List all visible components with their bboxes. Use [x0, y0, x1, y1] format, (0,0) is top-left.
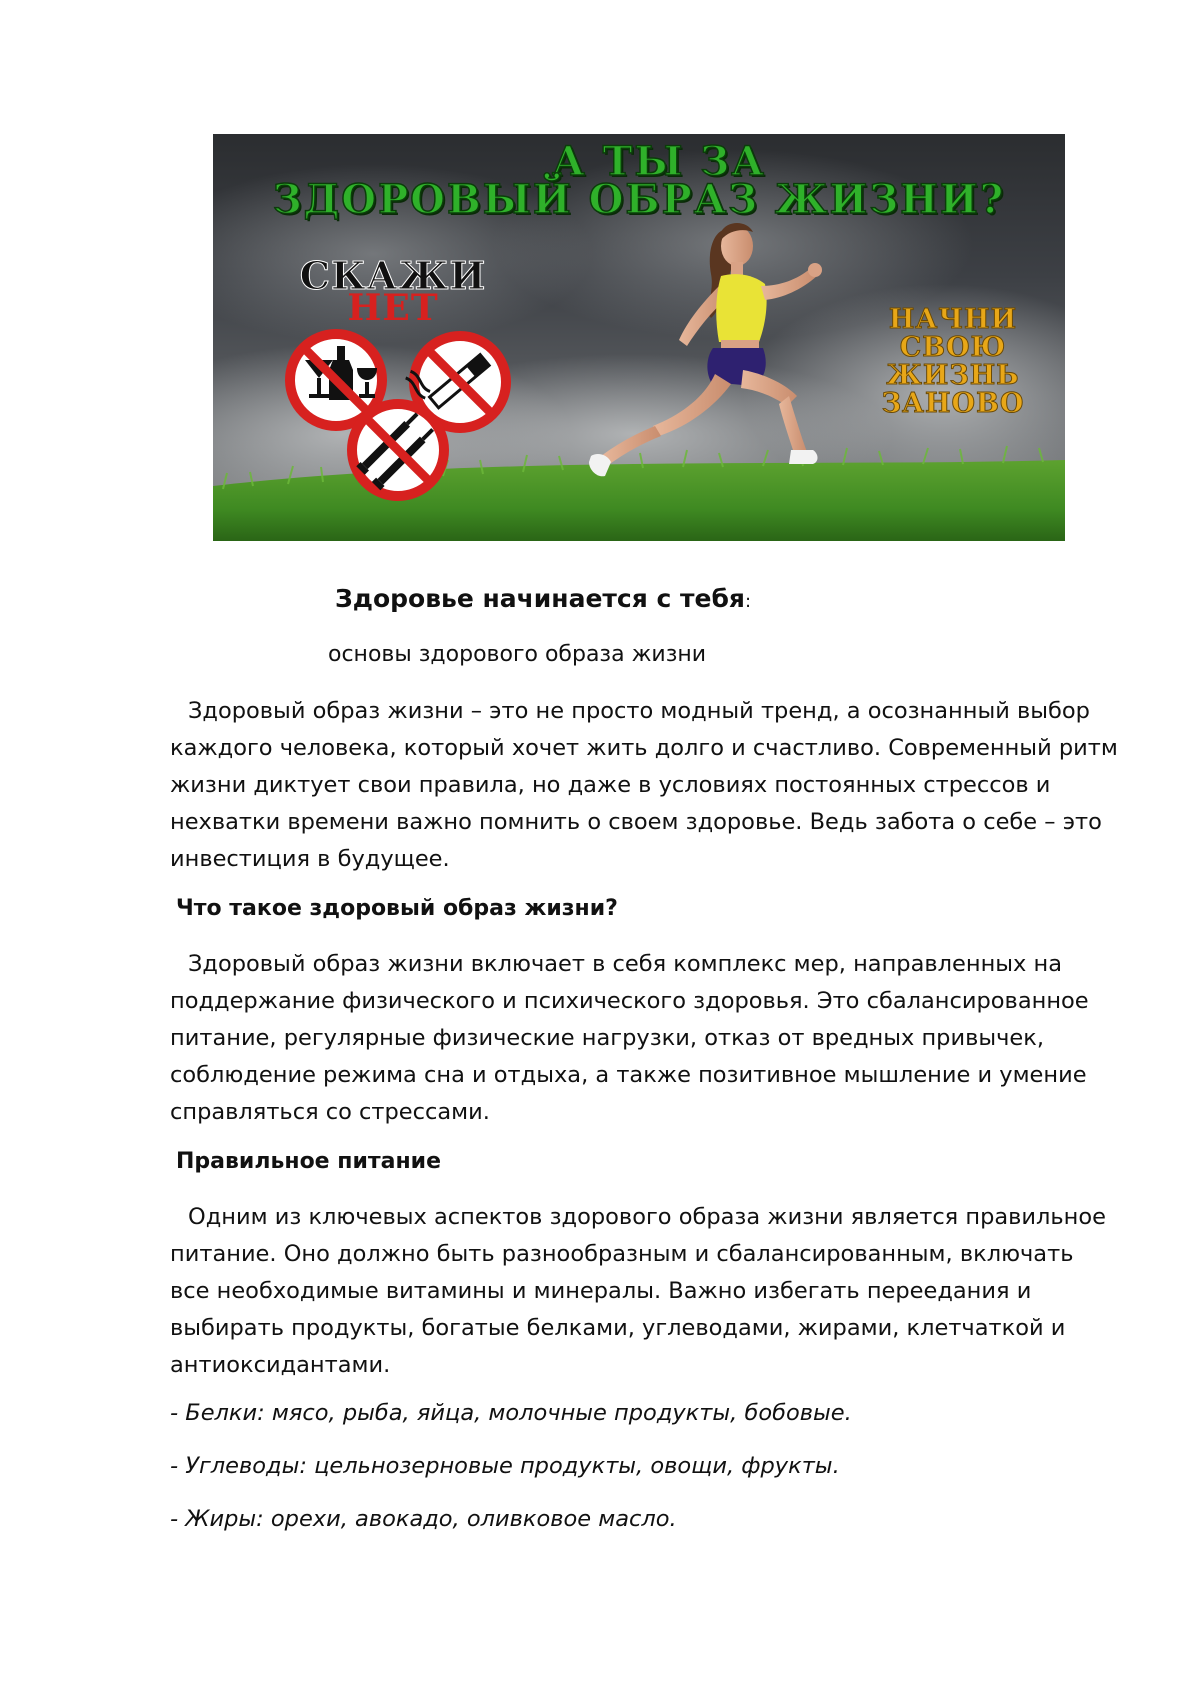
- start-life-line1: НАЧНИ: [888, 304, 1018, 335]
- section-heading-nutrition: Правильное питание: [176, 1149, 442, 1174]
- section1-line: справляться со стрессами.: [170, 1099, 490, 1125]
- start-life-line2: СВОЮ: [899, 332, 1007, 363]
- section1-line: Здоровый образ жизни включает в себя комплекс мер, направленных на: [188, 951, 1063, 977]
- intro-line: жизни диктует свои правила, но даже в условиях постоянных стрессов и: [170, 772, 1051, 798]
- start-life-line3: ЖИЗНЬ: [886, 360, 1020, 391]
- start-life-line4: ЗАНОВО: [881, 388, 1025, 419]
- intro-paragraph: [170, 693, 1118, 878]
- say-no-word1: СКАЖИ: [299, 253, 487, 298]
- no-drugs-icon: [352, 404, 444, 496]
- list-item-carbohydrates: - Углеводы: цельнозерновые продукты, овощи, фрукты.: [170, 1453, 840, 1479]
- section2-line: Одним из ключевых аспектов здорового образа жизни является правильное: [188, 1204, 1106, 1230]
- intro-line: Здоровый образ жизни – это не просто модный тренд, а осознанный выбор: [188, 698, 1090, 724]
- section1-line: соблюдение режима сна и отдыха, а также позитивное мышление и умение: [170, 1062, 1087, 1088]
- say-no-word2: НЕТ: [347, 287, 439, 329]
- start-life-caption: [853, 306, 1053, 418]
- section-what-is-paragraph: [170, 946, 1110, 1131]
- poster-image: [213, 134, 1065, 541]
- intro-line: нехватки времени важно помнить о своем здоровье. Ведь забота о себе – это: [170, 809, 1102, 835]
- article-title-text: Здоровье начинается с тебя: [335, 584, 745, 613]
- poster-title-line2: ЗДОРОВЫЙ ОБРАЗ ЖИЗНИ?: [272, 176, 1006, 223]
- section2-line: выбирать продукты, богатые белками, углеводами, жирами, клетчаткой и: [170, 1315, 1066, 1341]
- poster-title-line1: А ТЫ ЗА: [552, 138, 766, 185]
- say-no-caption: [293, 253, 493, 329]
- intro-line: каждого человека, который хочет жить долго и счастливо. Современный ритм: [170, 735, 1118, 761]
- section2-line: питание. Оно должно быть разнообразным и сбалансированным, включать: [170, 1241, 1074, 1267]
- list-item-proteins: - Белки: мясо, рыба, яйца, молочные продукты, бобовые.: [170, 1400, 852, 1426]
- section2-line: антиоксидантами.: [170, 1352, 391, 1378]
- section1-line: питание, регулярные физические нагрузки, отказ от вредных привычек,: [170, 1025, 1044, 1051]
- section1-line: поддержание физического и психического здоровья. Это сбалансированное: [170, 988, 1089, 1014]
- section-nutrition-paragraph: [170, 1199, 1110, 1384]
- article-title: [335, 584, 751, 613]
- article-title-punct: :: [744, 591, 752, 612]
- section2-line: все необходимые витамины и минералы. Важно избегать переедания и: [170, 1278, 1032, 1304]
- article-subtitle: основы здорового образа жизни: [328, 642, 707, 667]
- intro-line: инвестиция в будущее.: [170, 846, 450, 872]
- section-heading-what-is: Что такое здоровый образ жизни?: [176, 896, 618, 921]
- list-item-fats: - Жиры: орехи, авокадо, оливковое масло.: [170, 1506, 677, 1532]
